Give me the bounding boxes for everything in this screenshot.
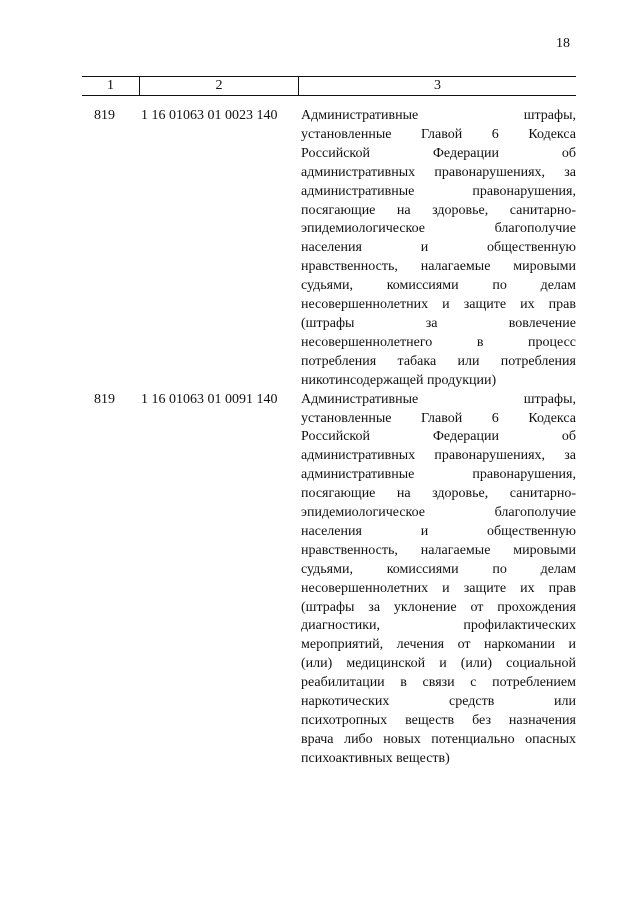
description-line: установленные Главой 6 Кодекса (301, 126, 576, 142)
description-line: Административные штрафы, (301, 108, 576, 123)
header-col-3: 3 (434, 78, 441, 93)
table-row (82, 391, 576, 769)
description-line: административные правонарушения, (301, 467, 576, 483)
table-row (82, 107, 576, 391)
description-line: судьями, комиссиями по делам (301, 561, 576, 577)
table-header (82, 76, 576, 96)
description-line: Российской Федерации об (301, 429, 576, 445)
page-number: 18 (556, 36, 570, 51)
description-line: (или) медицинской и (или) социальной (301, 656, 576, 672)
description-line: никотинсодержащей продукции) (301, 372, 497, 388)
description-line: диагностики, профилактических (301, 618, 576, 634)
description-line: психоактивных веществ) (301, 750, 450, 766)
description-line: населения и общественную (301, 523, 576, 539)
description-cell (299, 391, 576, 769)
description-line: административные правонарушения, (301, 183, 576, 199)
description-line: нравственность, налагаемые мировыми (301, 542, 576, 558)
admin-code-cell: 819 (94, 391, 115, 407)
description-line: мероприятий, лечения от наркомании и (301, 637, 576, 653)
description-line: Административные штрафы, (301, 391, 576, 407)
description-line: эпидемиологическое благополучие (301, 505, 576, 521)
header-col-1: 1 (82, 77, 140, 95)
description-line: населения и общественную (301, 240, 576, 256)
description-line: эпидемиологическое благополучие (301, 221, 576, 237)
description-line: административных правонарушениях, за (301, 448, 576, 464)
description-line: административных правонарушениях, за (301, 164, 576, 180)
description-line: наркотических средств или (301, 694, 576, 710)
description-line: несовершеннолетних и защите их прав (301, 297, 576, 313)
description-line: судьями, комиссиями по делам (301, 278, 576, 294)
description-line: (штрафы за вовлечение (301, 315, 576, 331)
description-line: посягающие на здоровье, санитарно- (301, 202, 576, 218)
description-cell (299, 107, 576, 391)
description-line: (штрафы за уклонение от прохождения (301, 599, 576, 615)
description-line: установленные Главой 6 Кодекса (301, 410, 576, 426)
table-body (82, 107, 576, 769)
kbk-code-cell: 1 16 01063 01 0023 140 (141, 108, 278, 123)
kbk-code-cell: 1 16 01063 01 0091 140 (141, 391, 278, 407)
description-line: несовершеннолетних и защите их прав (301, 580, 576, 596)
description-line: потребления табака или потребления (301, 353, 576, 369)
admin-code-cell: 819 (94, 108, 115, 123)
description-line: нравственность, налагаемые мировыми (301, 259, 576, 275)
description-line: несовершеннолетнего в процесс (301, 334, 576, 350)
description-line: Российской Федерации об (301, 145, 576, 161)
description-line: врача либо новых потенциально опасных (301, 731, 576, 747)
description-line: посягающие на здоровье, санитарно- (301, 486, 576, 502)
description-line: реабилитации в связи с потреблением (301, 675, 576, 691)
header-col-2: 2 (140, 77, 299, 95)
description-line: психотропных веществ без назначения (301, 713, 576, 728)
